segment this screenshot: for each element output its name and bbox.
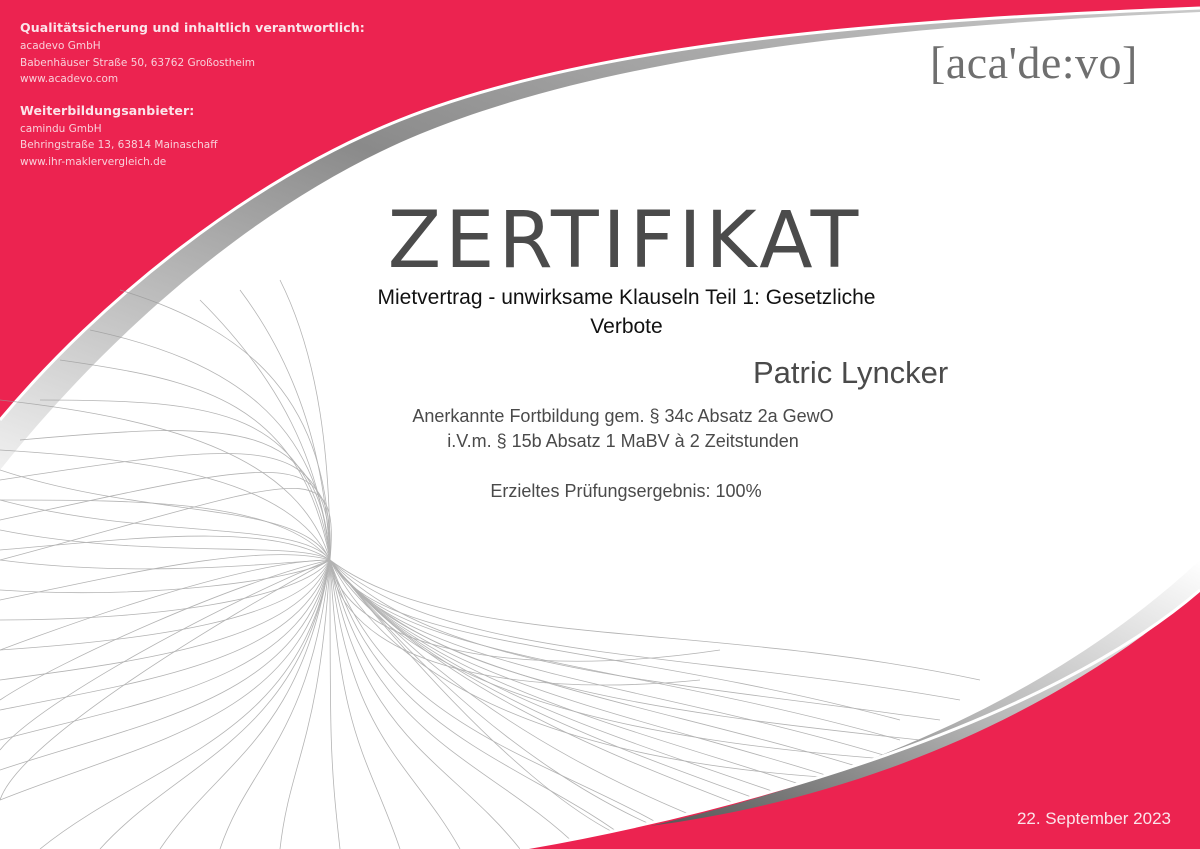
- provider-address: Behringstraße 13, 63814 Mainaschaff: [20, 139, 218, 151]
- quality-heading: Qualitätsicherung und inhaltlich verantwortlich:: [20, 20, 365, 35]
- quality-company: acadevo GmbH: [20, 40, 101, 52]
- quality-website-link[interactable]: www.acadevo.com: [20, 73, 119, 85]
- provider-company: camindu GmbH: [20, 122, 102, 135]
- quality-address: Babenhäuser Straße 50, 63762 Großostheim: [20, 56, 255, 69]
- issuer-info: [20, 20, 365, 170]
- issue-date: 22. September 2023: [1016, 809, 1171, 828]
- recognition-line2: i.V.m. § 15b Absatz 1 MaBV à 2 Zeitstunden: [447, 431, 799, 451]
- course-title-line1: Mietvertrag - unwirksame Klauseln Teil 1: Gesetzliche: [377, 286, 876, 309]
- recognition-line1: Anerkannte Fortbildung gem. § 34c Absatz 2a GewO: [412, 406, 834, 426]
- certificate-title: ZERTIFIKAT: [387, 196, 863, 286]
- acadevo-logo: [aca'de:vo]: [930, 37, 1138, 88]
- course-title-line2: Verbote: [590, 315, 663, 338]
- provider-website-link[interactable]: www.ihr-maklervergleich.de: [20, 155, 167, 168]
- exam-result: Erzieltes Prüfungsergebnis: 100%: [490, 481, 762, 501]
- course-title: [300, 283, 953, 341]
- provider-heading: Weiterbildungsanbieter:: [20, 102, 195, 118]
- recognition-text: [300, 404, 946, 454]
- recipient-name: Patric Lyncker: [753, 355, 949, 390]
